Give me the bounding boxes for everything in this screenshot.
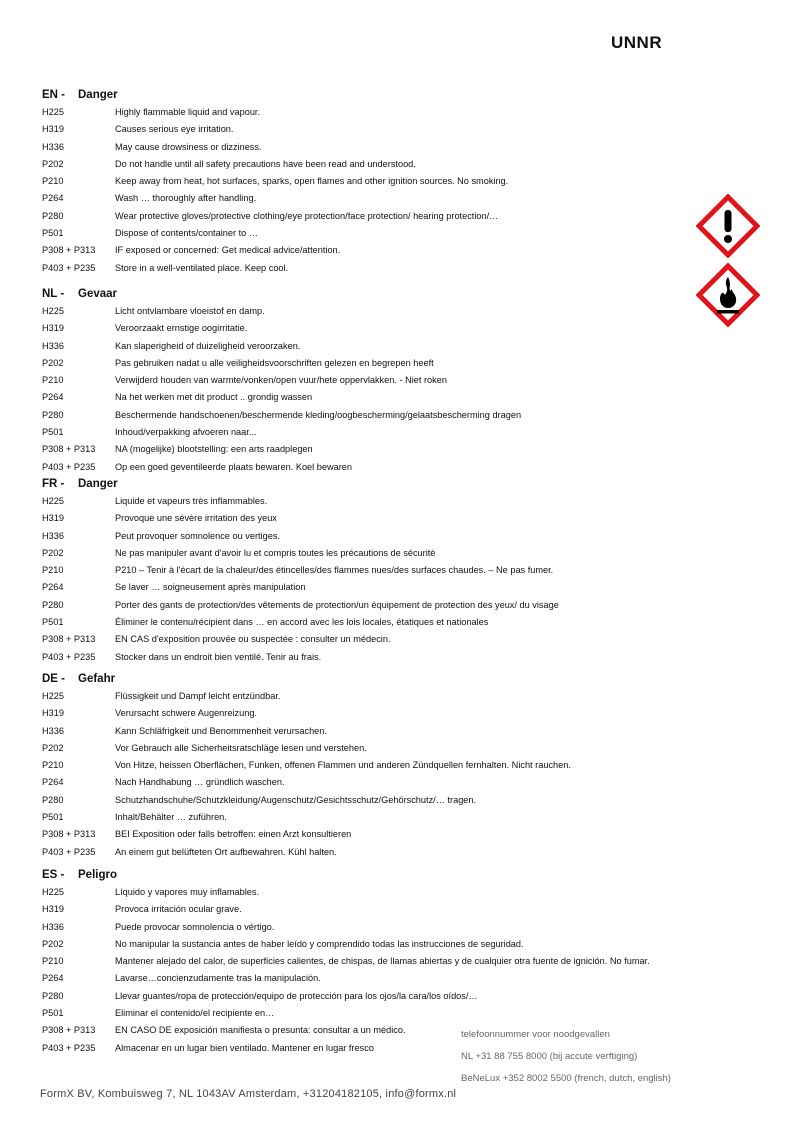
statement-code: P501 <box>42 812 64 823</box>
statement-row <box>42 844 742 861</box>
hazard-section <box>42 671 742 861</box>
language-code: EN - <box>42 89 65 101</box>
statement-row <box>42 1022 742 1039</box>
statement-code: P280 <box>42 210 64 221</box>
statement-row <box>42 631 742 648</box>
statement-row <box>42 372 742 389</box>
statement-text: Nach Handhabung … gründlich waschen. <box>115 777 285 788</box>
statement-row <box>42 579 742 596</box>
statement-text: Kann Schläfrigkeit und Benommenheit verursachen. <box>115 725 327 736</box>
company-footer: FormX BV, Kombuisweg 7, NL 1043AV Amsterdam, +31204182105, info@formx.nl <box>40 1088 457 1100</box>
statement-row <box>42 355 742 372</box>
statement-code: P280 <box>42 794 64 805</box>
statement-row <box>42 884 742 901</box>
statement-code: H225 <box>42 306 64 316</box>
statement-code: P308 + P313 <box>42 634 96 645</box>
statement-text: BEI Exposition oder falls betroffen: einen Arzt konsultieren <box>115 829 352 840</box>
statement-text: Eliminar el contenido/el recipiente en… <box>115 1008 275 1019</box>
statement-row <box>42 173 742 190</box>
statement-text: P210 – Tenir à l'écart de la chaleur/des étincelles/des flammes nues/des surfaces chaudes. – Ne pas fumer. <box>115 565 554 576</box>
statement-row <box>42 424 742 441</box>
statement-code: P501 <box>42 617 64 628</box>
statement-row <box>42 826 742 843</box>
statement-row <box>42 740 742 757</box>
statement-code: P501 <box>42 228 64 239</box>
statement-text: Provoque une sévère irritation des yeux <box>115 513 277 524</box>
statement-row <box>42 104 742 121</box>
emergency-phone-benelux: BeNeLux +352 8002 5500 (french, dutch, english) <box>461 1073 671 1084</box>
statement-code: H319 <box>42 124 64 135</box>
statement-text: NA (mogelijke) blootstelling: een arts raadplegen <box>115 444 313 455</box>
statement-text: Lavarse…concienzudamente tras la manipulación. <box>115 973 321 984</box>
statement-row <box>42 407 742 424</box>
statement-code: P308 + P313 <box>42 444 96 455</box>
section-heading <box>42 286 742 303</box>
statement-row <box>42 970 742 987</box>
statement-text: Vor Gebrauch alle Sicherheitsratschläge lesen und verstehen. <box>115 742 367 753</box>
statement-row <box>42 545 742 562</box>
statement-text: Provoca irritación ocular grave. <box>115 904 242 915</box>
statement-row <box>42 809 742 826</box>
statement-text: EN CASO DE exposición manifiesta o presunta: consultar a un médico. <box>115 1025 406 1036</box>
statement-row <box>42 792 742 809</box>
hazard-section <box>42 87 742 277</box>
section-heading <box>42 671 742 688</box>
statement-text: Licht ontvlambare vloeistof en damp. <box>115 306 265 316</box>
statement-row <box>42 389 742 406</box>
statement-text: Veroorzaakt ernstige oogirritatie. <box>115 323 248 334</box>
statement-code: P264 <box>42 777 64 788</box>
statement-row <box>42 688 742 705</box>
signal-word: Gefahr <box>78 673 116 685</box>
statement-code: P280 <box>42 409 64 420</box>
statement-text: Líquido y vapores muy inflamables. <box>115 887 260 897</box>
statement-text: Stocker dans un endroit bien ventilé. Tenir au frais. <box>115 651 322 662</box>
statement-row <box>42 493 742 510</box>
section-heading <box>42 867 742 884</box>
statement-text: May cause drowsiness or dizziness. <box>115 141 262 152</box>
statement-code: H319 <box>42 323 64 334</box>
emergency-heading: telefoonnummer voor noodgevallen <box>461 1029 610 1040</box>
statement-row <box>42 597 742 614</box>
statement-code: P202 <box>42 547 64 558</box>
section-heading <box>42 87 742 104</box>
statement-code: P403 + P235 <box>42 846 96 857</box>
statement-text: Éliminer le contenu/récipient dans … en accord avec les lois locales, étatiques et nationales <box>115 617 489 628</box>
statement-row <box>42 988 742 1005</box>
statement-code: P202 <box>42 742 64 753</box>
statement-code: P210 <box>42 760 64 771</box>
statement-code: H225 <box>42 691 64 701</box>
statement-row <box>42 441 742 458</box>
statement-code: P501 <box>42 427 64 438</box>
signal-word: Danger <box>78 89 118 101</box>
statement-code: P308 + P313 <box>42 1025 96 1036</box>
statement-row <box>42 953 742 970</box>
statement-code: H336 <box>42 340 64 351</box>
statement-row <box>42 614 742 631</box>
statement-text: Schutzhandschuhe/Schutzkleidung/Augenschutz/Gesichtsschutz/Gehörschutz/… tragen. <box>115 794 477 805</box>
statement-text: Porter des gants de protection/des vêtements de protection/un équipement de protection des yeux/ du visage <box>115 599 559 610</box>
statement-row <box>42 705 742 722</box>
statement-text: Peut provoquer somnolence ou vertiges. <box>115 530 280 541</box>
hazard-section <box>42 476 742 666</box>
statement-row <box>42 225 742 242</box>
statement-code: P264 <box>42 193 64 204</box>
statement-text: Pas gebruiken nadat u alle veiligheidsvoorschriften gelezen en begrepen heeft <box>115 357 434 368</box>
section-heading <box>42 476 742 493</box>
statement-code: P264 <box>42 392 64 403</box>
statement-text: Beschermende handschoenen/beschermende kleding/oogbescherming/gelaatsbescherming dragen <box>115 409 522 420</box>
statement-text: IF exposed or concerned: Get medical advice/attention. <box>115 245 341 256</box>
statement-row <box>42 919 742 936</box>
statement-code: P210 <box>42 375 64 386</box>
language-code: ES - <box>42 869 65 881</box>
statement-row <box>42 338 742 355</box>
statement-text: Puede provocar somnolencia o vértigo. <box>115 921 275 932</box>
statement-code: H336 <box>42 141 64 152</box>
statement-text: Liquide et vapeurs très inflammables. <box>115 496 268 506</box>
statement-code: P403 + P235 <box>42 461 96 472</box>
statement-code: P202 <box>42 357 64 368</box>
statement-text: Inhoud/verpakking afvoeren naar... <box>115 427 257 438</box>
statement-text: No manipular la sustancia antes de haber leído y comprendido todas las instrucciones de seguridad. <box>115 938 524 949</box>
statement-code: P210 <box>42 176 64 187</box>
signal-word: Peligro <box>78 869 117 881</box>
statement-text: Store in a well-ventilated place. Keep cool. <box>115 262 289 273</box>
statement-text: Keep away from heat, hot surfaces, sparks, open flames and other ignition sources. No smoking. <box>115 176 509 187</box>
statement-text: Almacenar en un lugar bien ventilado. Mantener en lugar fresco <box>115 1042 374 1053</box>
statement-text: An einem gut belüfteten Ort aufbewahren. Kühl halten. <box>115 846 337 857</box>
statement-code: P280 <box>42 990 64 1001</box>
statement-row <box>42 260 742 277</box>
statement-row <box>42 121 742 138</box>
statement-text: Inhalt/Behälter … zuführen. <box>115 812 227 823</box>
statement-text: Verursacht schwere Augenreizung. <box>115 708 257 719</box>
hazard-section <box>42 286 742 476</box>
statement-row <box>42 936 742 953</box>
statement-code: H336 <box>42 921 64 932</box>
statement-text: Verwijderd houden van warmte/vonken/open vuur/hete oppervlakken. - Niet roken <box>115 375 447 386</box>
statement-row <box>42 156 742 173</box>
statement-code: P202 <box>42 158 64 169</box>
statement-code: P280 <box>42 599 64 610</box>
exclamation-mark-pictogram-icon <box>696 194 760 258</box>
statement-code: H225 <box>42 887 64 897</box>
statement-row <box>42 303 742 320</box>
statement-code: P403 + P235 <box>42 262 96 273</box>
statement-code: P308 + P313 <box>42 829 96 840</box>
statement-row <box>42 208 742 225</box>
hazard-section <box>42 867 742 1057</box>
statement-text: EN CAS d'exposition prouvée ou suspectée : consulter un médecin. <box>115 634 391 645</box>
statement-text: Dispose of contents/container to … <box>115 228 258 239</box>
statement-row <box>42 1005 742 1022</box>
statement-code: P403 + P235 <box>42 1042 96 1053</box>
statement-text: Op een goed geventileerde plaats bewaren. Koel bewaren <box>115 461 352 472</box>
statement-text: Mantener alejado del calor, de superficies calientes, de chispas, de llamas abiertas y de cualquier otra fuente de ignición. No fumar. <box>115 956 650 967</box>
statement-row <box>42 190 742 207</box>
statement-code: P308 + P313 <box>42 245 96 256</box>
statement-code: P264 <box>42 973 64 984</box>
statement-text: Llevar guantes/ropa de protección/equipo de protección para los ojos/la cara/los oídos/… <box>115 990 478 1001</box>
emergency-phone-nl: NL +31 88 755 8000 (bij accute verftiging) <box>461 1051 638 1062</box>
statement-code: H319 <box>42 708 64 719</box>
statement-text: Kan slaperigheid of duizeligheid veroorzaken. <box>115 340 301 351</box>
signal-word: Gevaar <box>78 288 118 300</box>
statement-row <box>42 649 742 666</box>
statement-row <box>42 510 742 527</box>
statement-row <box>42 320 742 337</box>
statement-row <box>42 757 742 774</box>
statement-code: H225 <box>42 107 64 117</box>
statement-text: Wash … thoroughly after handling. <box>115 193 257 204</box>
flame-pictogram-icon <box>696 263 760 327</box>
statement-text: Flüssigkeit und Dampf leicht entzündbar. <box>115 691 281 701</box>
statement-text: Causes serious eye irritation. <box>115 124 234 135</box>
statement-code: P501 <box>42 1008 64 1019</box>
statement-code: H336 <box>42 530 64 541</box>
language-code: FR - <box>42 478 65 490</box>
statement-code: P202 <box>42 938 64 949</box>
statement-row <box>42 774 742 791</box>
statement-text: Na het werken met dit product .. grondig wassen <box>115 392 313 403</box>
product-code: UNNR <box>611 33 663 52</box>
statement-code: P210 <box>42 956 64 967</box>
statement-code: P264 <box>42 582 64 593</box>
statement-row <box>42 901 742 918</box>
language-code: DE - <box>42 673 65 685</box>
statement-row <box>42 723 742 740</box>
statement-row <box>42 562 742 579</box>
statement-code: H319 <box>42 904 64 915</box>
statement-text: Von Hitze, heissen Oberflächen, Funken, offenen Flammen und anderen Zündquellen fernhalten. Nicht rauchen. <box>115 760 571 771</box>
language-code: NL - <box>42 288 65 300</box>
statement-text: Highly flammable liquid and vapour. <box>115 107 261 117</box>
statement-row <box>42 242 742 259</box>
statement-text: Se laver … soigneusement après manipulation <box>115 582 306 593</box>
statement-row <box>42 528 742 545</box>
statement-code: P210 <box>42 565 64 576</box>
statement-code: H336 <box>42 725 64 736</box>
statement-row <box>42 139 742 156</box>
statement-text: Wear protective gloves/protective clothing/eye protection/face protection/ hearing protection/… <box>115 210 499 221</box>
statement-code: P403 + P235 <box>42 651 96 662</box>
signal-word: Danger <box>78 478 118 490</box>
statement-code: H319 <box>42 513 64 524</box>
statement-row <box>42 459 742 476</box>
statement-code: H225 <box>42 496 64 506</box>
statement-text: Do not handle until all safety precautions have been read and understood. <box>115 158 416 169</box>
statement-text: Ne pas manipuler avant d'avoir lu et compris toutes les précautions de sécurité <box>115 547 436 558</box>
